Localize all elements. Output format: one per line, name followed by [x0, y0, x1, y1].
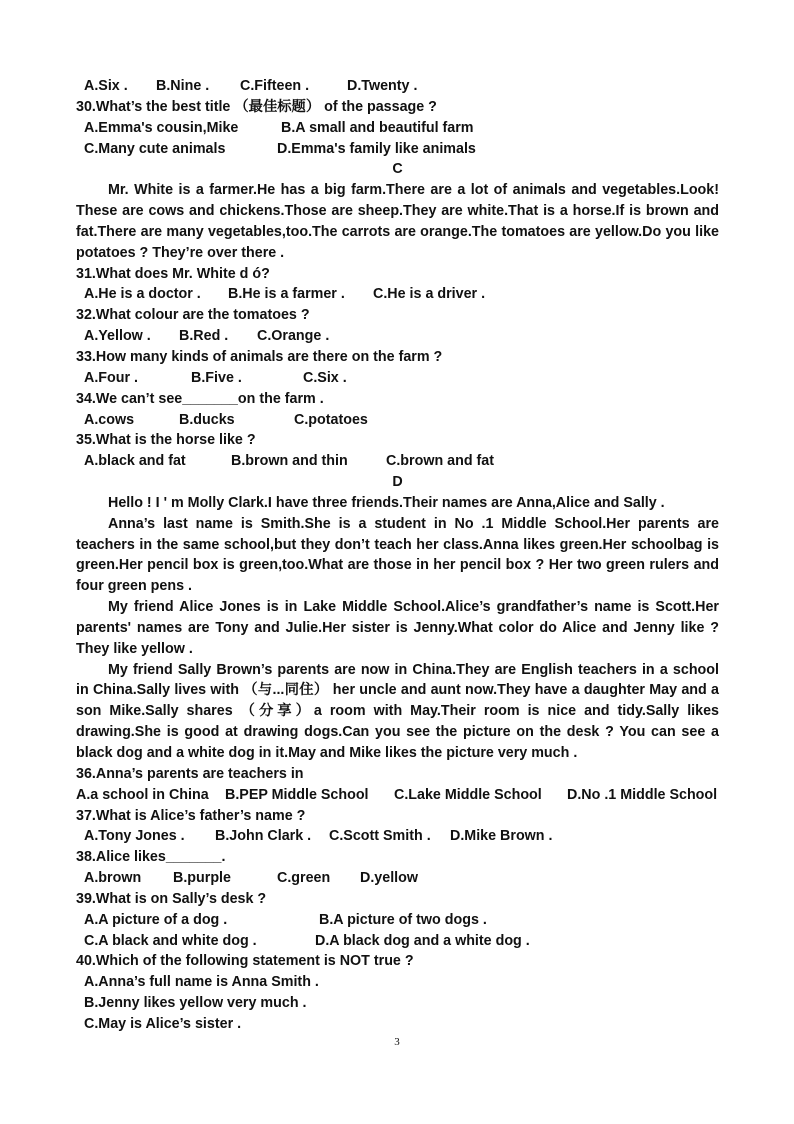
q40-option-a-text: A.Anna’s full name is Anna Smith .	[84, 974, 319, 991]
q35-stem: 35.What is the horse like ?	[76, 432, 256, 449]
q34-option-b: B.ducks	[179, 411, 235, 428]
q39-options-row2	[76, 931, 719, 952]
q39-options-row1	[76, 910, 719, 931]
q40-stem: 40.Which of the following statement is NOT true ?	[76, 953, 414, 970]
q39-stem: 39.What is on Sally’s desk ?	[76, 890, 267, 907]
section-d-paragraph-2: Anna’s last name is Smith.She is a student in No .1 Middle School.Her parents are teachers in the same school,but they don’t teach her class.Anna likes green.Her schoolbag is green.Her pencil box is green,too.What are those in her pencil box ? Her two green rulers and four green pens .	[76, 515, 719, 595]
section-c-passage: Mr. White is a farmer.He has a big farm.There are a lot of animals and vegetables.Look! These are cows and chickens.Those are sheep.They are white.That is a horse.If is brown and fat.There are many vegetables,too.The carrots are orange.The tomatoes are yellow.Do you like potatoes ? They’re over there .	[76, 182, 719, 261]
q39-option-a: A.A picture of a dog .	[84, 911, 228, 928]
q34-options	[76, 410, 719, 431]
q38-option-b: B.purple	[173, 870, 231, 887]
q30-option-d: D.Emma's family like animals	[277, 140, 476, 157]
q30-option-c: C.Many cute animals	[84, 140, 226, 157]
section-d-paragraph-4: My friend Sally Brown’s parents are now in China.They are English teachers in a school in China.Sally lives with （与...同住） her uncle and aunt now.They have a daughter May and a son Mike.Sally shares （分享）a room with May.Their room is nice and tidy.Sally likes drawing.She is good at drawing dogs.Can you see the picture on the desk ? You can see a black dog and a white dog in it.May and Mike likes the picture very much .	[76, 661, 719, 761]
q33-option-c: C.Six .	[303, 369, 347, 386]
q40-option-b-text: B.Jenny likes yellow very much .	[84, 995, 307, 1012]
q30-stem: 30.What’s the best title （最佳标题） of the passage ?	[76, 98, 437, 115]
q33-stem: 33.How many kinds of animals are there on the farm ?	[76, 348, 443, 365]
q40-option-c	[76, 1014, 719, 1035]
q40-option-c-text: C.May is Alice’s sister .	[84, 1015, 242, 1032]
q33-options	[76, 368, 719, 389]
q39-option-b: B.A picture of two dogs .	[319, 911, 487, 928]
section-d-paragraph-3: My friend Alice Jones is in Lake Middle School.Alice’s grandfather’s name is Scott.Her parents' names are Tony and Julie.Her sister is Jenny.What color do Alice and Jenny like ? They like yellow .	[76, 599, 719, 657]
q31-option-c: C.He is a driver .	[373, 286, 486, 303]
q30-options-row1	[76, 118, 719, 139]
q36-option-c: C.Lake Middle School	[394, 786, 542, 803]
q31-option-a: A.He is a doctor .	[84, 286, 201, 303]
q34-option-a: A.cows	[84, 411, 135, 428]
q38-option-d: D.yellow	[360, 870, 418, 887]
worksheet-page	[76, 76, 719, 1035]
q32-option-b: B.Red .	[179, 328, 229, 345]
q34-stem: 34.We can’t see_______on the farm .	[76, 390, 324, 407]
q37-option-d: D.Mike Brown .	[450, 828, 553, 845]
q30-option-b: B.A small and beautiful farm	[281, 119, 474, 136]
q34-option-c: C.potatoes	[294, 411, 368, 428]
q36-options	[76, 785, 719, 806]
q36-option-b: B.PEP Middle School	[225, 786, 369, 803]
q35-options	[76, 451, 719, 472]
q36-stem: 36.Anna’s parents are teachers in	[76, 765, 304, 782]
q32-stem: 32.What colour are the tomatoes ?	[76, 307, 310, 324]
section-d-heading: D	[392, 474, 403, 491]
q32-option-c: C.Orange .	[257, 328, 330, 345]
q38-option-c: C.green	[277, 870, 331, 887]
q29-options	[76, 76, 719, 97]
q30-option-a: A.Emma's cousin,Mike	[84, 119, 239, 136]
section-d-paragraph-1: Hello ! I ' m Molly Clark.I have three friends.Their names are Anna,Alice and Sally .	[108, 494, 665, 511]
q33-option-a: A.Four .	[84, 369, 139, 386]
q29-option-a: A.Six .	[84, 78, 128, 94]
q32-option-a: A.Yellow .	[84, 328, 151, 345]
q37-option-a: A.Tony Jones .	[84, 828, 185, 845]
q38-options	[76, 868, 719, 889]
section-c-heading: C	[392, 161, 403, 178]
q40-option-a	[76, 972, 719, 993]
q38-stem: 38.Alice likes_______.	[76, 849, 226, 866]
q35-option-a: A.black and fat	[84, 453, 186, 470]
q31-options	[76, 284, 719, 305]
q31-option-b: B.He is a farmer .	[228, 286, 345, 303]
q35-option-b: B.brown and thin	[231, 453, 348, 470]
q31-stem: 31.What does Mr. White d ó?	[76, 265, 270, 282]
q29-option-c: C.Fifteen .	[240, 78, 310, 94]
q36-option-d: D.No .1 Middle School	[567, 786, 718, 803]
q30-options-row2	[76, 139, 719, 160]
q39-option-c: C.A black and white dog .	[84, 932, 257, 949]
q37-stem: 37.What is Alice’s father’s name ?	[76, 807, 306, 824]
q36-option-a: A.a school in China	[76, 786, 209, 803]
q37-options	[76, 826, 719, 847]
q33-option-b: B.Five .	[191, 369, 242, 386]
q29-option-b: B.Nine .	[156, 78, 210, 94]
q40-option-b	[76, 993, 719, 1014]
q37-option-c: C.Scott Smith .	[329, 828, 431, 845]
q29-option-d: D.Twenty .	[347, 78, 418, 94]
q39-option-d: D.A black dog and a white dog .	[315, 932, 530, 949]
page-number: 3	[394, 1036, 400, 1048]
q38-option-a: A.brown	[84, 870, 142, 887]
q35-option-c: C.brown and fat	[386, 453, 495, 470]
q32-options	[76, 326, 719, 347]
q37-option-b: B.John Clark .	[215, 828, 312, 845]
